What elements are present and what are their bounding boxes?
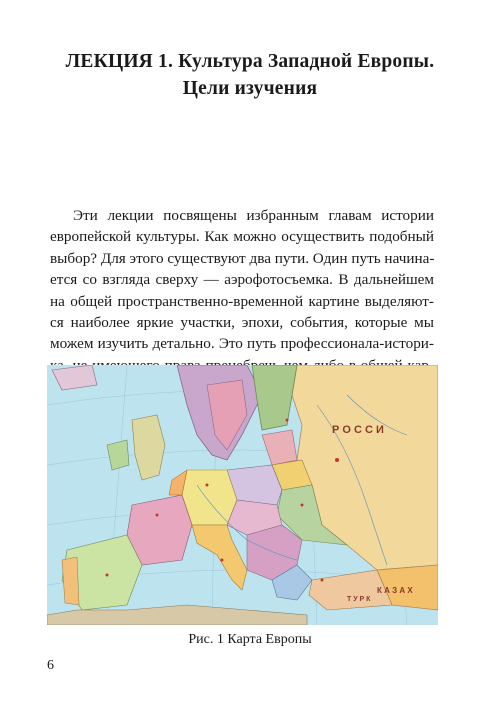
- portugal-region: [62, 557, 79, 605]
- figure-caption: Рис. 1 Карта Европы: [188, 632, 312, 647]
- turk-label: Т У Р К: [347, 596, 371, 603]
- paragraph-line: на общей пространственно-временной картине выделяют-: [50, 292, 434, 310]
- germany-region: [182, 470, 237, 525]
- europe-map: [47, 365, 438, 625]
- paragraph-line: европейской культуры. Как можно осуществить подобный: [50, 228, 434, 246]
- paragraph-line: ся наиболее яркие участки, эпохи, события, которые мы: [50, 314, 434, 332]
- paragraph-line: ется со взгляда сверху — аэрофотосъемка. В дальнейшем: [50, 271, 434, 289]
- chapter-title-line-1: ЛЕКЦИЯ 1. Культура Западной Европы.: [65, 51, 435, 72]
- russia-label: Р О С С И: [332, 424, 384, 436]
- kazakh-label: К А З А Х: [377, 586, 413, 595]
- europe-map-figure: [47, 365, 438, 625]
- chapter-title-line-2: Цели изучения: [182, 78, 318, 99]
- paragraph-line: можем изучить детально. Это путь профессионала-истори-: [50, 335, 434, 353]
- paragraph-line: выбор? Для этого существуют два пути. Один путь начина-: [50, 249, 434, 267]
- paragraph-line: Эти лекции посвящены избранным главам истории: [73, 207, 434, 224]
- chapter-title: [20, 48, 480, 102]
- page-number: 6: [47, 658, 54, 673]
